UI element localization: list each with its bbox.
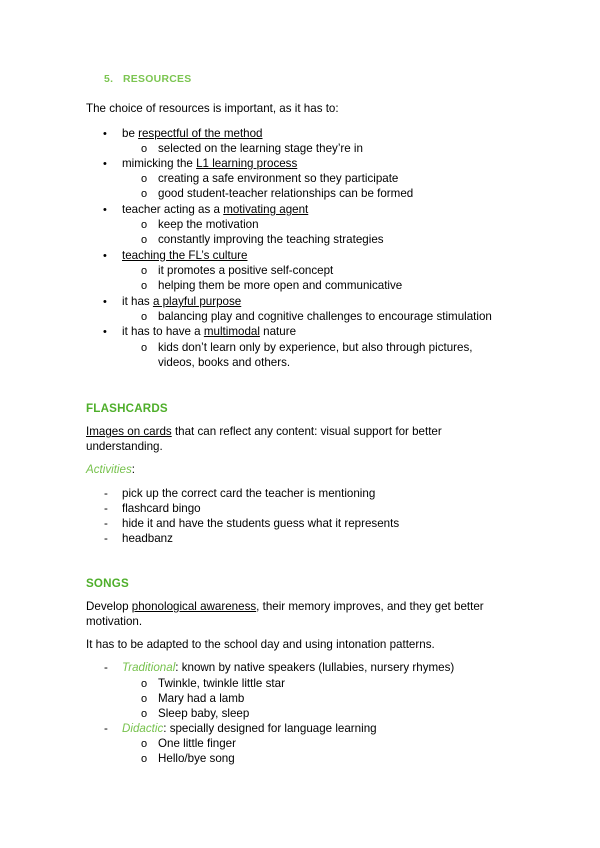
bullet-dot: • (103, 204, 107, 216)
activity-item: headbanz (122, 532, 173, 545)
flashcards-intro-underlined: Images on cards (86, 425, 172, 438)
resource-item (122, 249, 247, 263)
activity-item: flashcard bingo (122, 502, 201, 515)
sub-item: balancing play and cognitive challenges to encourage stimulation (158, 310, 492, 323)
activities-label: Activities (86, 463, 132, 476)
resource-item-underlined: a playful purpose (152, 295, 242, 308)
sub-item: selected on the learning stage they’re in (158, 142, 363, 155)
sub-item: it promotes a positive self-concept (158, 264, 334, 277)
sub-bullet-circle: o (141, 311, 148, 323)
sub-bullet-circle: o (141, 678, 148, 690)
activity-item: pick up the correct card the teacher is mentioning (122, 487, 376, 500)
activities-colon: : (131, 463, 135, 476)
dash-marker: - (104, 722, 108, 735)
bullet-dot: • (103, 250, 107, 262)
resource-item-underlined: L1 learning process (196, 157, 298, 170)
sub-bullet-circle: o (141, 219, 148, 231)
song-example: Sleep baby, sleep (158, 707, 250, 720)
dash-marker: - (104, 532, 108, 545)
resource-item (122, 325, 296, 339)
song-example: Twinkle, twinkle little star (158, 677, 285, 690)
resource-item (122, 295, 241, 309)
resource-item (122, 127, 263, 141)
songs-para2: It has to be adapted to the school day and using intonation patterns. (86, 638, 435, 651)
song-type (122, 661, 454, 675)
sub-bullet-circle: o (141, 188, 148, 200)
song-type-label: Traditional (122, 661, 176, 674)
sub-item: helping them be more open and communicative (158, 279, 403, 292)
song-example: Hello/bye song (158, 752, 235, 765)
section-number: 5. (104, 74, 114, 85)
song-type-label: Didactic (122, 722, 164, 735)
section-title: RESOURCES (123, 74, 192, 85)
resource-item (122, 157, 297, 171)
song-type (122, 722, 377, 736)
songs-heading: SONGS (86, 577, 129, 590)
dash-marker: - (104, 502, 108, 515)
songs-intro-line2: motivation. (86, 615, 143, 628)
sub-bullet-circle: o (141, 738, 148, 750)
activities-label-line (86, 463, 135, 477)
songs-intro-line1 (86, 600, 484, 614)
bullet-dot: • (103, 296, 107, 308)
resource-item (122, 203, 308, 217)
sub-item: creating a safe environment so they participate (158, 172, 399, 185)
sub-item: constantly improving the teaching strategies (158, 233, 384, 246)
song-type-desc: : known by native speakers (lullabies, nursery rhymes) (175, 661, 455, 674)
sub-bullet-circle: o (141, 265, 148, 277)
resource-item-pre: it has to have a (122, 325, 204, 338)
song-example: Mary had a lamb (158, 692, 245, 705)
resource-item-underlined: multimodal (203, 325, 260, 338)
resource-item-pre: it has (122, 295, 153, 308)
resource-item-underlined: motivating agent (223, 203, 309, 216)
bullet-dot: • (103, 326, 107, 338)
song-type-desc: : specially designed for language learning (163, 722, 377, 735)
flashcards-heading: FLASHCARDS (86, 402, 168, 415)
resource-item-post: nature (259, 325, 297, 338)
dash-marker: - (104, 487, 108, 500)
bullet-dot: • (103, 158, 107, 170)
dash-marker: - (104, 517, 108, 530)
sub-bullet-circle: o (141, 143, 148, 155)
resource-item-pre: mimicking the (122, 157, 197, 170)
section-intro: The choice of resources is important, as it has to: (86, 102, 339, 115)
resource-item-pre: be (122, 127, 139, 140)
sub-bullet-circle: o (141, 280, 148, 292)
resource-item-pre: teacher acting as a (122, 203, 224, 216)
sub-item: keep the motivation (158, 218, 259, 231)
sub-bullet-circle: o (141, 234, 148, 246)
bullet-dot: • (103, 128, 107, 140)
resource-item-underlined: respectful of the method (138, 127, 263, 140)
dash-marker: - (104, 661, 108, 674)
songs-intro-underlined: phonological awareness (131, 600, 257, 613)
flashcards-intro-line1 (86, 425, 442, 439)
activity-item: hide it and have the students guess what it represents (122, 517, 400, 530)
sub-item: good student-teacher relationships can be formed (158, 187, 414, 200)
sub-bullet-circle: o (141, 342, 148, 354)
songs-intro-pre: Develop (86, 600, 132, 613)
sub-bullet-circle: o (141, 173, 148, 185)
flashcards-intro-text: that can reflect any content: visual support for better (171, 425, 442, 438)
songs-intro-text: , their memory improves, and they get better (256, 600, 484, 613)
sub-item: kids don’t learn only by experience, but also through pictures, (158, 341, 473, 354)
resource-item-underlined: teaching the FL’s culture (122, 249, 248, 262)
sub-bullet-circle: o (141, 708, 148, 720)
sub-bullet-circle: o (141, 753, 148, 765)
sub-bullet-circle: o (141, 693, 148, 705)
song-example: One little finger (158, 737, 236, 750)
sub-item: videos, books and others. (158, 356, 291, 369)
flashcards-intro-line2: understanding. (86, 440, 163, 453)
